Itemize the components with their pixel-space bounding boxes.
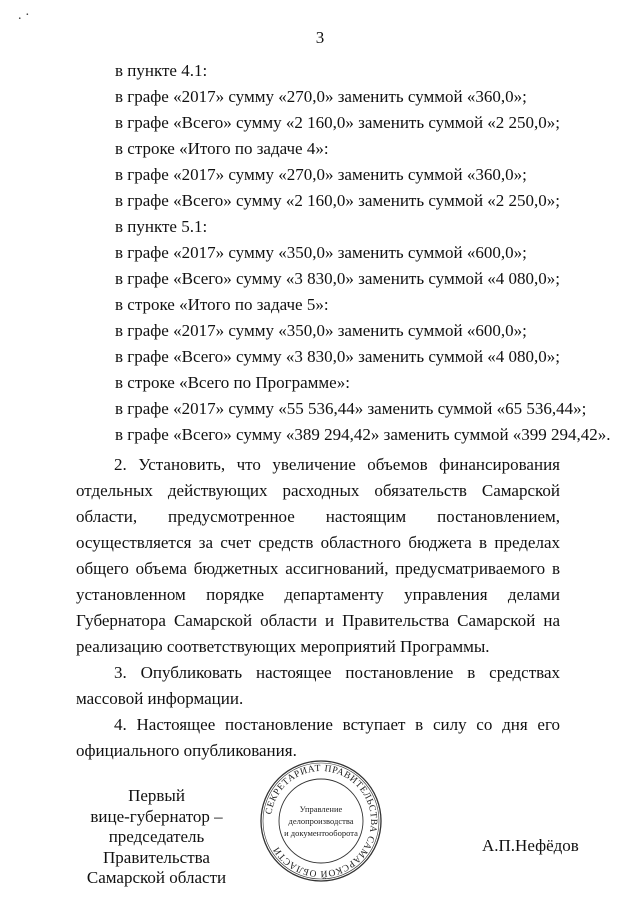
signatory-title-line: председатель Правительства — [103, 827, 210, 867]
amendment-line: в графе «Всего» сумму «3 830,0» заменить суммой «4 080,0»; — [115, 347, 561, 366]
amendment-line: в графе «2017» сумму «350,0» заменить суммой «600,0»; — [115, 243, 527, 262]
amendment-line: в графе «2017» сумму «55 536,44» заменить суммой «65 536,44»; — [115, 399, 587, 418]
seal-center-line: и документооборота — [284, 828, 358, 838]
paragraph-2: 2. Установить, что увеличение объемов финансирования отдельных действующих расходных обязательств Самарской области, предусмотренное настоящим постановлением, осуществляется за счет средств областного бюджета в пределах общего объема бюджетных ассигнований, предусматриваемого в установленном порядке департаменту управления делами Губернатора Самарской области и Правительства Самарской на реализацию соответствующих мероприятий Программы. — [76, 455, 560, 656]
amendment-line: в строке «Итого по задаче 5»: — [115, 295, 329, 314]
official-seal — [258, 758, 384, 884]
scan-marks: . · — [18, 8, 30, 23]
seal-center-line: Управление — [299, 804, 343, 814]
amendment-line: в графе «2017» сумму «270,0» заменить суммой «360,0»; — [115, 165, 527, 184]
signatory-title — [54, 786, 259, 889]
amendment-line: в графе «2017» сумму «350,0» заменить суммой «600,0»; — [115, 321, 527, 340]
page-number: 3 — [315, 28, 325, 47]
signatory-name: А.П.Нефёдов — [482, 836, 579, 855]
amendment-line: в графе «Всего» сумму «2 160,0» заменить суммой «2 250,0»; — [115, 113, 561, 132]
paragraph-3: 3. Опубликовать настоящее постановление в средствах массовой информации. — [76, 663, 560, 708]
amendment-line: в строке «Всего по Программе»: — [115, 373, 350, 392]
amendment-line: в пункте 5.1: — [115, 217, 208, 236]
amendment-line: в графе «Всего» сумму «2 160,0» заменить суммой «2 250,0»; — [115, 191, 561, 210]
signatory-title-line: Первый — [128, 786, 185, 805]
seal-center-line: делопроизводства — [288, 816, 354, 826]
amendment-line: в графе «2017» сумму «270,0» заменить суммой «360,0»; — [115, 87, 527, 106]
signatory-title-line: вице-губернатор – — [90, 806, 223, 826]
paragraph-4: 4. Настоящее постановление вступает в силу со дня его официального опубликования. — [76, 715, 560, 760]
amendment-line: в графе «Всего» сумму «389 294,42» заменить суммой «399 294,42». — [115, 425, 611, 444]
amendment-line: в строке «Итого по задаче 4»: — [115, 139, 329, 158]
seal-ring-text: СЕКРЕТАРИАТ ПРАВИТЕЛЬСТВА САМАРСКОЙ ОБЛАСТИ — [264, 763, 379, 879]
amendment-line: в графе «Всего» сумму «3 830,0» заменить суммой «4 080,0»; — [115, 269, 561, 288]
signatory-title-line: Самарской области — [86, 868, 227, 887]
amendment-line: в пункте 4.1: — [115, 61, 208, 80]
